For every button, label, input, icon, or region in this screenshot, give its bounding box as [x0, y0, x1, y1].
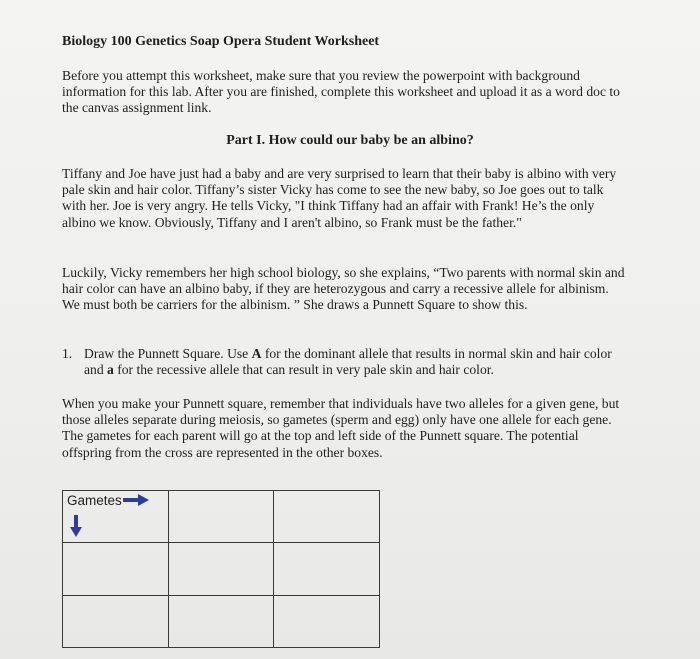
- arrow-down-icon: [70, 515, 82, 537]
- punnett-cell[interactable]: [274, 543, 380, 595]
- punnett-cell[interactable]: [168, 595, 274, 647]
- intro-paragraph: Before you attempt this worksheet, make sure that you review the powerpoint with background information for this lab. After you are finished, complete this worksheet and upload it as a word doc to the canvas assignment link.: [62, 68, 620, 116]
- punnett-square: [62, 490, 380, 648]
- gametes-label: Gametes: [67, 493, 122, 508]
- punnett-cell[interactable]: [274, 491, 380, 543]
- story-paragraph: Tiffany and Joe have just had a baby and are very surprised to learn that their baby is albino with very pale skin and hair color. Tiffany’s sister Vicky has come to see the new baby, so Joe goes out to talk with her. Joe is very angry. He tells Vicky, "I think Tiffany had an affair with Frank! He’s the only albino we know. Obviously, Tiffany and I aren't albino, so Frank must be the father.": [62, 166, 617, 230]
- punnett-row: [63, 491, 380, 543]
- question-number: 1.: [62, 346, 73, 361]
- question-1: [62, 346, 622, 378]
- worksheet-title: Biology 100 Genetics Soap Opera Student Worksheet: [62, 34, 380, 49]
- punnett-corner-cell[interactable]: [63, 491, 169, 543]
- punnett-cell[interactable]: [168, 543, 274, 595]
- vicky-paragraph: Luckily, Vicky remembers her high school biology, so she explains, “Two parents with normal skin and hair color can have an albino baby, if they are heterozygous and carry a recessive allele for albinism. We must both be carriers for the albinism. ” She draws a Punnett Square to show this.: [62, 265, 625, 313]
- punnett-cell[interactable]: [63, 543, 169, 595]
- question-text: Draw the Punnett Square. Use A for the dominant allele that results in normal skin and hair color and a for the recessive allele that can result in very pale skin and hair color.: [84, 346, 612, 378]
- punnett-row: [63, 595, 380, 647]
- punnett-row: [63, 543, 380, 595]
- punnett-cell[interactable]: [168, 491, 274, 543]
- part-heading: Part I. How could our baby be an albino?: [226, 133, 474, 148]
- arrow-right-icon: [123, 494, 149, 506]
- punnett-cell[interactable]: [274, 595, 380, 647]
- punnett-cell[interactable]: [63, 595, 169, 647]
- instructions-paragraph: When you make your Punnett square, remember that individuals have two alleles for a given gene, but those alleles separate during meiosis, so gametes (sperm and egg) only have one allele for each gene. The gametes for each parent will go at the top and left side of the Punnett square. The potential offspring from the cross are represented in the other boxes.: [62, 396, 620, 460]
